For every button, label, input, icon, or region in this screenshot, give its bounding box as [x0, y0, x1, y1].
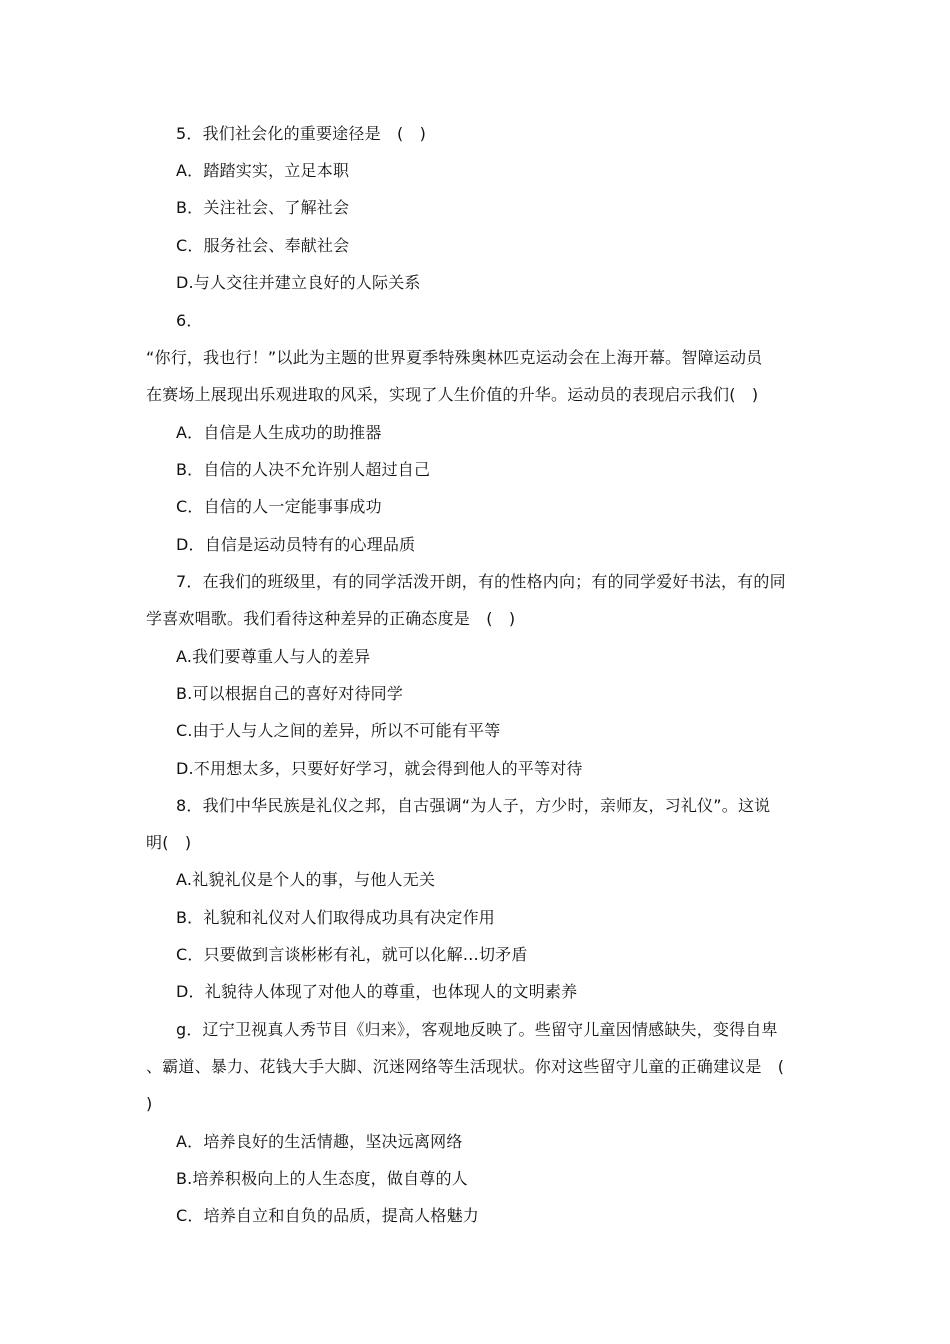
q9-stem-line3: ): [146, 1094, 153, 1113]
q6-option-c: C．自信的人一定能事事成功: [176, 497, 382, 516]
q6-stem-line2: 在赛场上展现出乐观进取的风采，实现了人生价值的升华。运动员的表现启示我们( ): [146, 385, 759, 404]
q5-option-a: A．踏踏实实，立足本职: [176, 161, 350, 180]
q9-option-b: B.培养积极向上的人生态度，做自尊的人: [176, 1169, 468, 1188]
q7-stem-line2: 学喜欢唱歌。我们看待这种差异的正确态度是 ( ): [146, 609, 516, 628]
q8-option-a: A.礼貌礼仪是个人的事，与他人无关: [176, 870, 436, 889]
q7-option-d: D.不用想太多，只要好好学习，就会得到他人的平等对待: [176, 759, 583, 778]
q7-option-c: C.由于人与人之间的差异，所以不可能有平等: [176, 721, 501, 740]
q6-option-d: D．自信是运动员特有的心理品质: [176, 535, 416, 554]
q9-stem-line2: 、霸道、暴力、花钱大手大脚、沉迷网络等生活现状。你对这些留守儿童的正确建议是 (: [146, 1057, 785, 1076]
q9-option-a: A．培养良好的生活情趣，坚决远离网络: [176, 1132, 463, 1151]
q8-stem-line2: 明( ): [146, 833, 192, 852]
q7-option-a: A.我们要尊重人与人的差异: [176, 647, 371, 666]
q6-number: 6．: [176, 311, 203, 330]
q9-stem-line1: g．辽宁卫视真人秀节目《归来》，客观地反映了。些留守儿童因情感缺失，变得自卑: [176, 1020, 778, 1039]
q8-stem-line1: 8．我们中华民族是礼仪之邦，自古强调“为人子，方少时，亲师友，习礼仪”。这说: [176, 796, 771, 815]
q7-option-b: B.可以根据自己的喜好对待同学: [176, 684, 404, 703]
q9-option-c: C．培养自立和自负的品质，提高人格魅力: [176, 1206, 479, 1225]
q6-option-a: A．自信是人生成功的助推器: [176, 423, 382, 442]
q6-option-b: B．自信的人决不允许别人超过自己: [176, 460, 431, 479]
q5-stem: 5．我们社会化的重要途径是 ( ): [176, 124, 427, 143]
q5-option-d: D.与人交往并建立良好的人际关系: [176, 273, 421, 292]
q8-option-d: D．礼貌待人体现了对他人的尊重，也体现人的文明素养: [176, 982, 578, 1001]
q5-option-b: B．关注社会、了解社会: [176, 198, 350, 217]
q7-stem-line1: 7．在我们的班级里，有的同学活泼开朗，有的性格内向；有的同学爱好书法，有的同: [176, 572, 786, 591]
q5-option-c: C．服务社会、奉献社会: [176, 236, 350, 255]
q6-stem-line1: “你行，我也行！”以此为主题的世界夏季特殊奥林匹克运动会在上海开幕。智障运动员: [146, 348, 763, 367]
q8-option-b: B．礼貌和礼仪对人们取得成功具有决定作用: [176, 908, 495, 927]
q8-option-c: C．只要做到言谈彬彬有礼，就可以化解…切矛盾: [176, 945, 528, 964]
